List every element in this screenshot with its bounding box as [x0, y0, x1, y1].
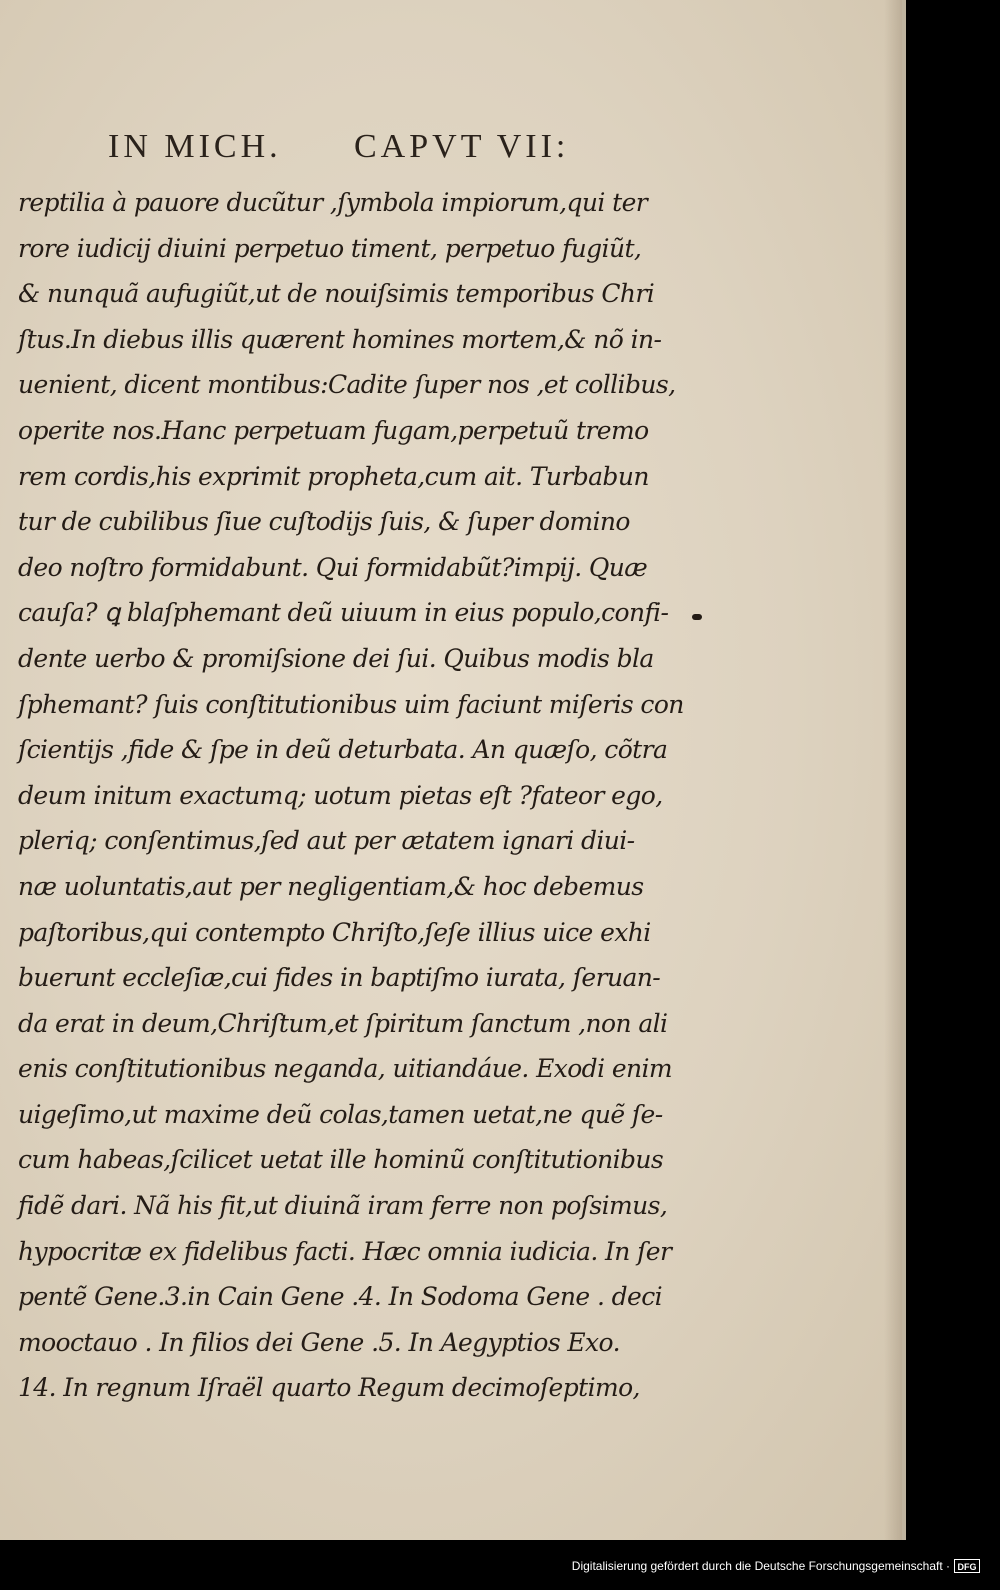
text-line: buerunt eccleſiæ,cui fides in baptiſmo iurata, ſeruan- [18, 963, 661, 993]
text-line: operite nos.Hanc perpetuam fugam,perpetuũ tremo [18, 415, 649, 445]
text-line: uigeſimo,ut maxime deũ colas,tamen uetat,ne quẽ ſe- [18, 1099, 663, 1129]
text-line: deum initum exactumq; uotum pietas eſt ?fateor ego, [18, 780, 663, 810]
text-line: ſcientijs ,fide & ſpe in deũ deturbata. An quæſo, cõtra [18, 735, 668, 765]
text-line: hypocritæ ex fidelibus facti. Hæc omnia iudicia. In ſer [18, 1236, 672, 1266]
running-head-left: IN MICH. [108, 128, 282, 165]
digitization-footer [0, 1552, 1000, 1590]
text-line: rore iudicij diuini perpetuo timent, perpetuo fugiũt, [18, 233, 642, 263]
text-line: cum habeas,ſcilicet uetat ille hominũ conſtitutionibus [18, 1145, 664, 1175]
text-line: mooctauo . In filios dei Gene .5. In Aegyptios Exo. [18, 1327, 620, 1357]
running-head [108, 128, 628, 172]
text-line: reptilia à pauore ducũtur ,ſymbola impiorum,qui ter [18, 188, 648, 217]
text-line: deo noſtro formidabunt. Qui formidabũt?impij. Quæ [18, 552, 648, 582]
text-line: ſphemant? ſuis conſtitutionibus uim faciunt miſeris con [18, 689, 684, 719]
text-line: cauſa? ꝗ blaſphemant deũ uiuum in eius populo,confi- [18, 598, 669, 628]
text-line: paſtoribus,qui contempto Chriſto,ſeſe illius uice exhi [18, 917, 651, 947]
text-line: rem cordis,his exprimit propheta,cum ait. Turbabun [18, 461, 649, 491]
text-line: tur de cubilibus ſiue cuſtodijs ſuis, & ſuper domino [18, 507, 630, 537]
text-line: næ uoluntatis,aut per negligentiam,& hoc debemus [18, 871, 644, 901]
text-line: pentẽ Gene.3.in Cain Gene .4. In Sodoma Gene . deci [18, 1282, 663, 1312]
text-line: enis conſtitutionibus neganda, uitiandáue. Exodi enim [18, 1054, 673, 1084]
digitization-credit: Digitalisierung gefördert durch die Deutsche Forschungsgemeinschaft · [571, 1559, 950, 1573]
margin-mark [692, 614, 702, 620]
text-line: ſtus.In diebus illis quærent homines mortem,& nõ in- [18, 324, 662, 354]
text-line: & nunquã aufugiũt,ut de nouiſsimis temporibus Chri [18, 279, 655, 309]
text-line: 14. In regnum Iſraël quarto Regum decimoſeptimo, [18, 1373, 640, 1403]
running-head-right: CAPVT VII: [354, 128, 570, 165]
text-line: fidẽ dari. Nã his fit,ut diuinã iram ferre non poſsimus, [18, 1191, 668, 1221]
body-text [18, 180, 688, 1411]
text-line: da erat in deum,Chriſtum,et ſpiritum ſanctum ,non ali [18, 1008, 668, 1038]
dfg-logo-icon: DFG [954, 1559, 980, 1573]
text-line: pleriq; conſentimus,ſed aut per ætatem ignari diui- [18, 826, 635, 856]
text-line: uenient, dicent montibus:Cadite ſuper nos ,et collibus, [18, 370, 676, 400]
text-line: dente uerbo & promiſsione dei ſui. Quibus modis bla [18, 643, 654, 673]
